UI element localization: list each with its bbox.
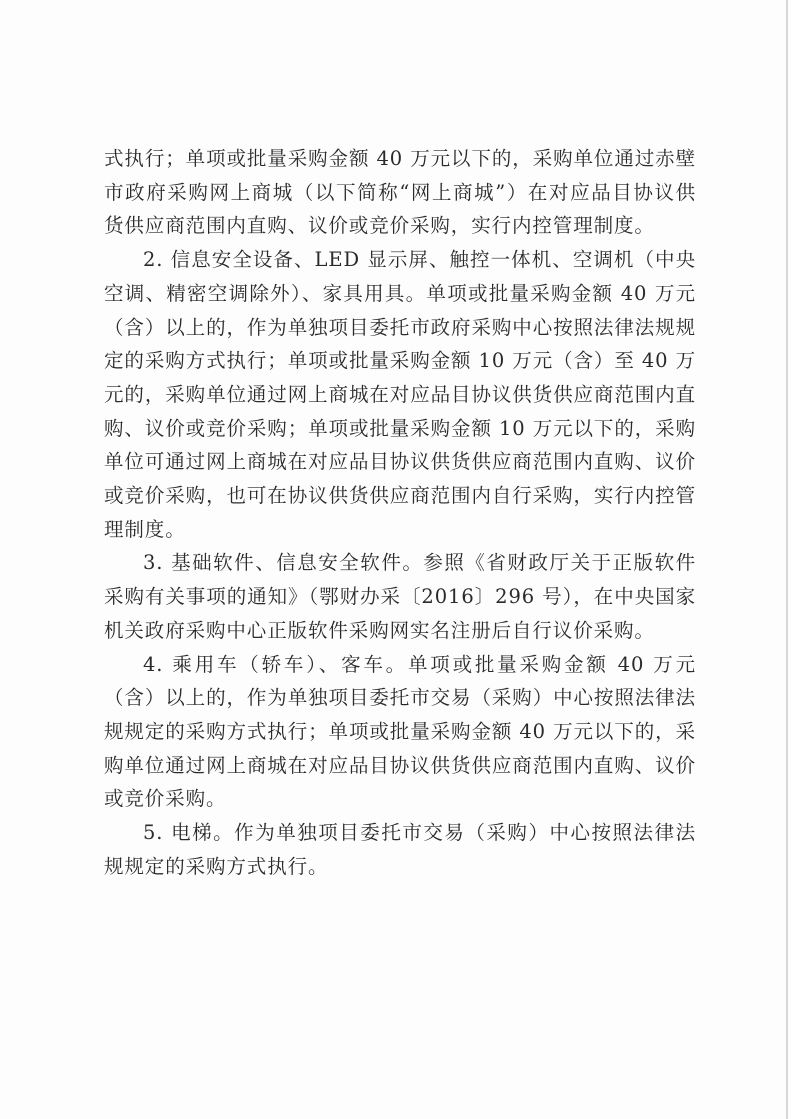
document-body (104, 142, 696, 883)
paragraph-item-2: 2. 信息安全设备、LED 显示屏、触控一体机、空调机（中央空调、精密空调除外）、家具用具。单项或批量采购金额 40 万元（含）以上的，作为单独项目委托市政府采购中心按照法律法规规定的采购方式执行；单项或批量采购金额 10 万元（含）至 40 万元的，采购单位通过网上商城在对应品目协议供货供应商范围内直购、议价或竞价采购；单项或批量采购金额 10 万元以下的，采购单位可通过网上商城在对应品目协议供货供应商范围内直购、议价或竞价采购，也可在协议供货供应商范围内自行采购，实行内控管理制度。 (104, 248, 696, 541)
paragraph-item-5: 5. 电梯。作为单独项目委托市交易（采购）中心按照法律法规规定的采购方式执行。 (104, 821, 696, 878)
paragraph-item-3: 3. 基础软件、信息安全软件。参照《省财政厅关于正版软件采购有关事项的通知》（鄂财办采〔2016〕296 号），在中央国家机关政府采购中心正版软件采购网实名注册后自行议价采购。 (104, 551, 696, 642)
paragraph-continuation: 式执行；单项或批量采购金额 40 万元以下的，采购单位通过赤壁市政府采购网上商城（以下简称“网上商城”）在对应品目协议供货供应商范围内直购、议价或竞价采购，实行内控管理制度。 (104, 147, 696, 238)
page-edge-line (786, 0, 788, 1119)
paragraph-item-4: 4. 乘用车（轿车）、客车。单项或批量采购金额 40 万元（含）以上的，作为单独项目委托市交易（采购）中心按照法律法规规定的采购方式执行；单项或批量采购金额 40 万元以下的，采购单位通过网上商城在对应品目协议供货供应商范围内直购、议价或竞价采购。 (104, 652, 696, 811)
